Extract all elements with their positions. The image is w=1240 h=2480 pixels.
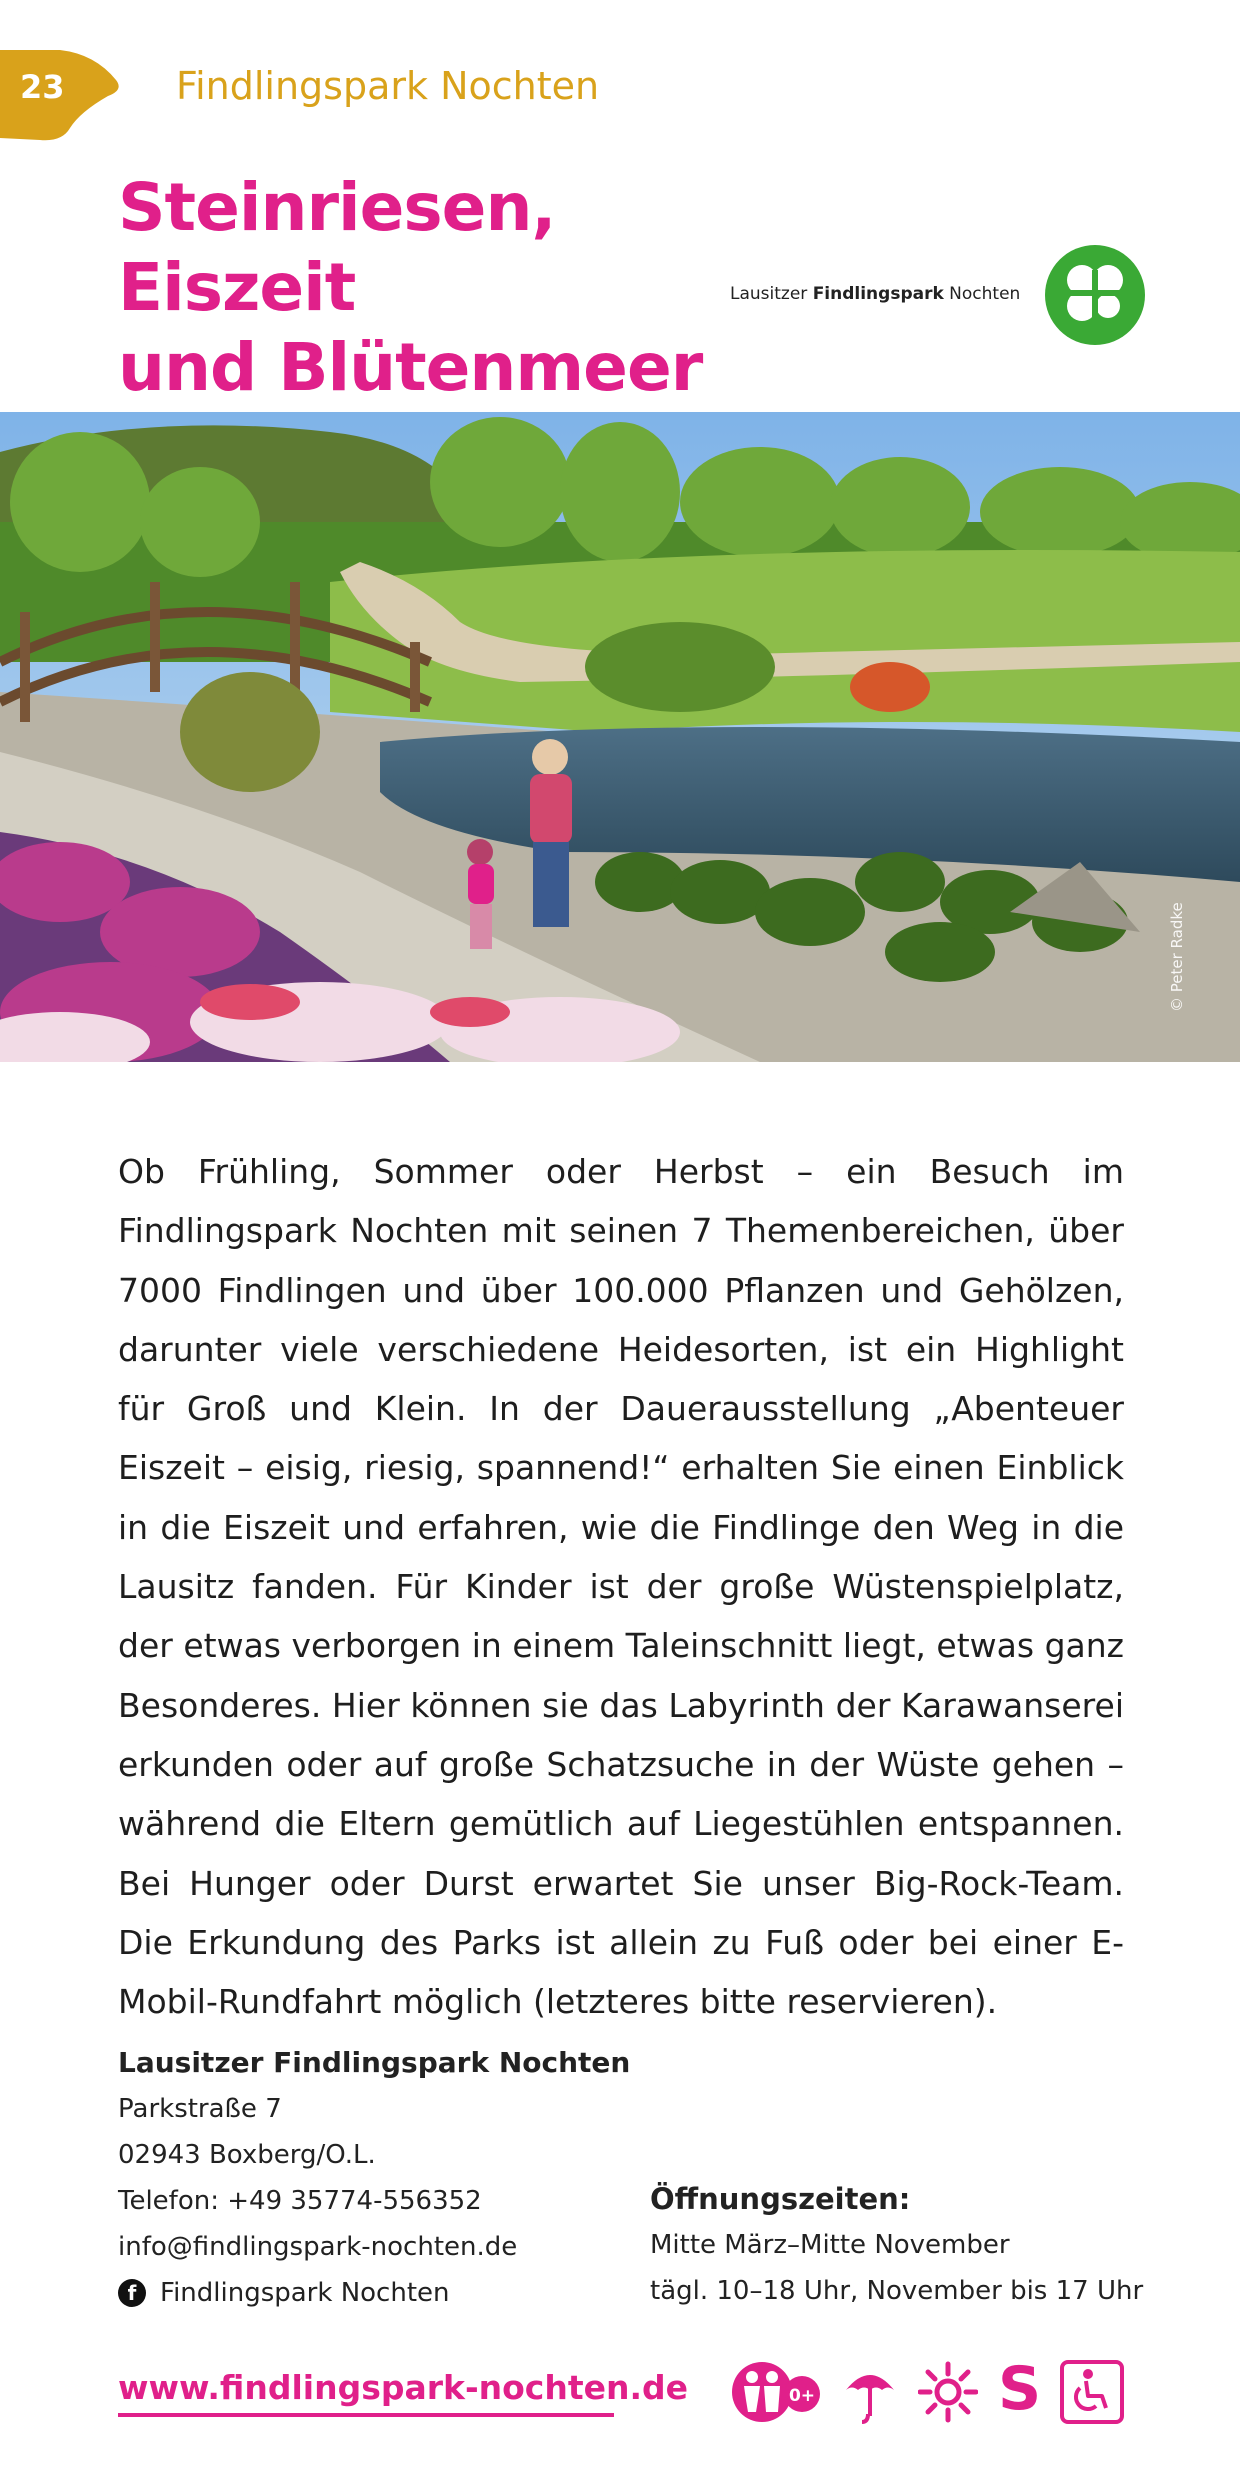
opening-hours xyxy=(650,2176,1143,2314)
website-link[interactable]: www.findlingspark-nochten.de xyxy=(118,2368,689,2407)
page-title xyxy=(118,168,738,408)
logo-wordmark: Lausitzer Findlingspark Nochten xyxy=(730,284,1021,304)
page-number: 23 xyxy=(20,68,65,106)
section-label: Findlingspark Nochten xyxy=(176,64,600,108)
opening-season: Mitte März–Mitte November xyxy=(650,2230,1010,2260)
contact-email[interactable]: info@findlingspark-nochten.de xyxy=(118,2232,518,2262)
contact-phone[interactable]: Telefon: +49 35774-556352 xyxy=(118,2186,482,2216)
facebook-link[interactable] xyxy=(118,2270,630,2316)
title-line-2-rest: Blütenmeer xyxy=(256,329,703,406)
sun-icon xyxy=(918,2360,978,2428)
clover-logo-icon xyxy=(1040,240,1150,350)
opening-times: tägl. 10–18 Uhr, November bis 17 Uhr xyxy=(650,2276,1144,2306)
contact-block xyxy=(118,2040,630,2316)
title-line-1: Steinriesen, Eiszeit xyxy=(118,169,556,326)
contact-street: Parkstraße 7 xyxy=(118,2094,282,2124)
park-photo xyxy=(0,412,1240,1062)
title-line-2-bold: und xyxy=(118,329,257,406)
umbrella-icon xyxy=(842,2360,898,2428)
wheelchair-icon xyxy=(1060,2360,1124,2428)
contact-name: Lausitzer Findlingspark Nochten xyxy=(118,2046,631,2079)
facebook-label: Findlingspark Nochten xyxy=(160,2278,450,2308)
opening-hours-title: Öffnungszeiten: xyxy=(650,2182,911,2216)
age-badge: 0+ xyxy=(788,2386,816,2406)
website-underline xyxy=(118,2413,614,2417)
family-icon xyxy=(730,2360,822,2428)
contact-city: 02943 Boxberg/O.L. xyxy=(118,2140,376,2170)
park-logo xyxy=(730,240,1150,350)
photo-credit: © Peter Radke xyxy=(1168,902,1186,1012)
facebook-icon: f xyxy=(118,2279,146,2307)
parking-s-icon: S xyxy=(998,2354,1042,2424)
body-text: Ob Frühling, Sommer oder Herbst – ein Besuch im Findlingspark Nochten mit seinen 7 Themenbereichen, über 7000 Findlingen und über 100.000 Pflanzen und Gehölzen, darunter viele verschiedene Heidesorten, ist ein Highlight für Groß und Klein. In der Dauerausstellung „Abenteuer Eiszeit – eisig, riesig, spannend!“ erhalten Sie einen Einblick in die Eiszeit und erfahren, wie die Findlinge den Weg in die Lausitz fanden. Für Kinder ist der große Wüstenspielplatz, der etwas verborgen in einem Taleinschnitt liegt, etwas ganz Besonderes. Hier können sie das Labyrinth der Karawanserei erkunden oder auf große Schatzsuche in der Wüste gehen – während die Eltern gemütlich auf Liegestühlen entspannen. Bei Hunger oder Durst erwartet Sie unser Big-Rock-Team. Die Erkundung des Parks ist allein zu Fuß oder bei einer E-Mobil-Rundfahrt möglich (letzteres bitte reservieren). xyxy=(118,1152,1124,2022)
